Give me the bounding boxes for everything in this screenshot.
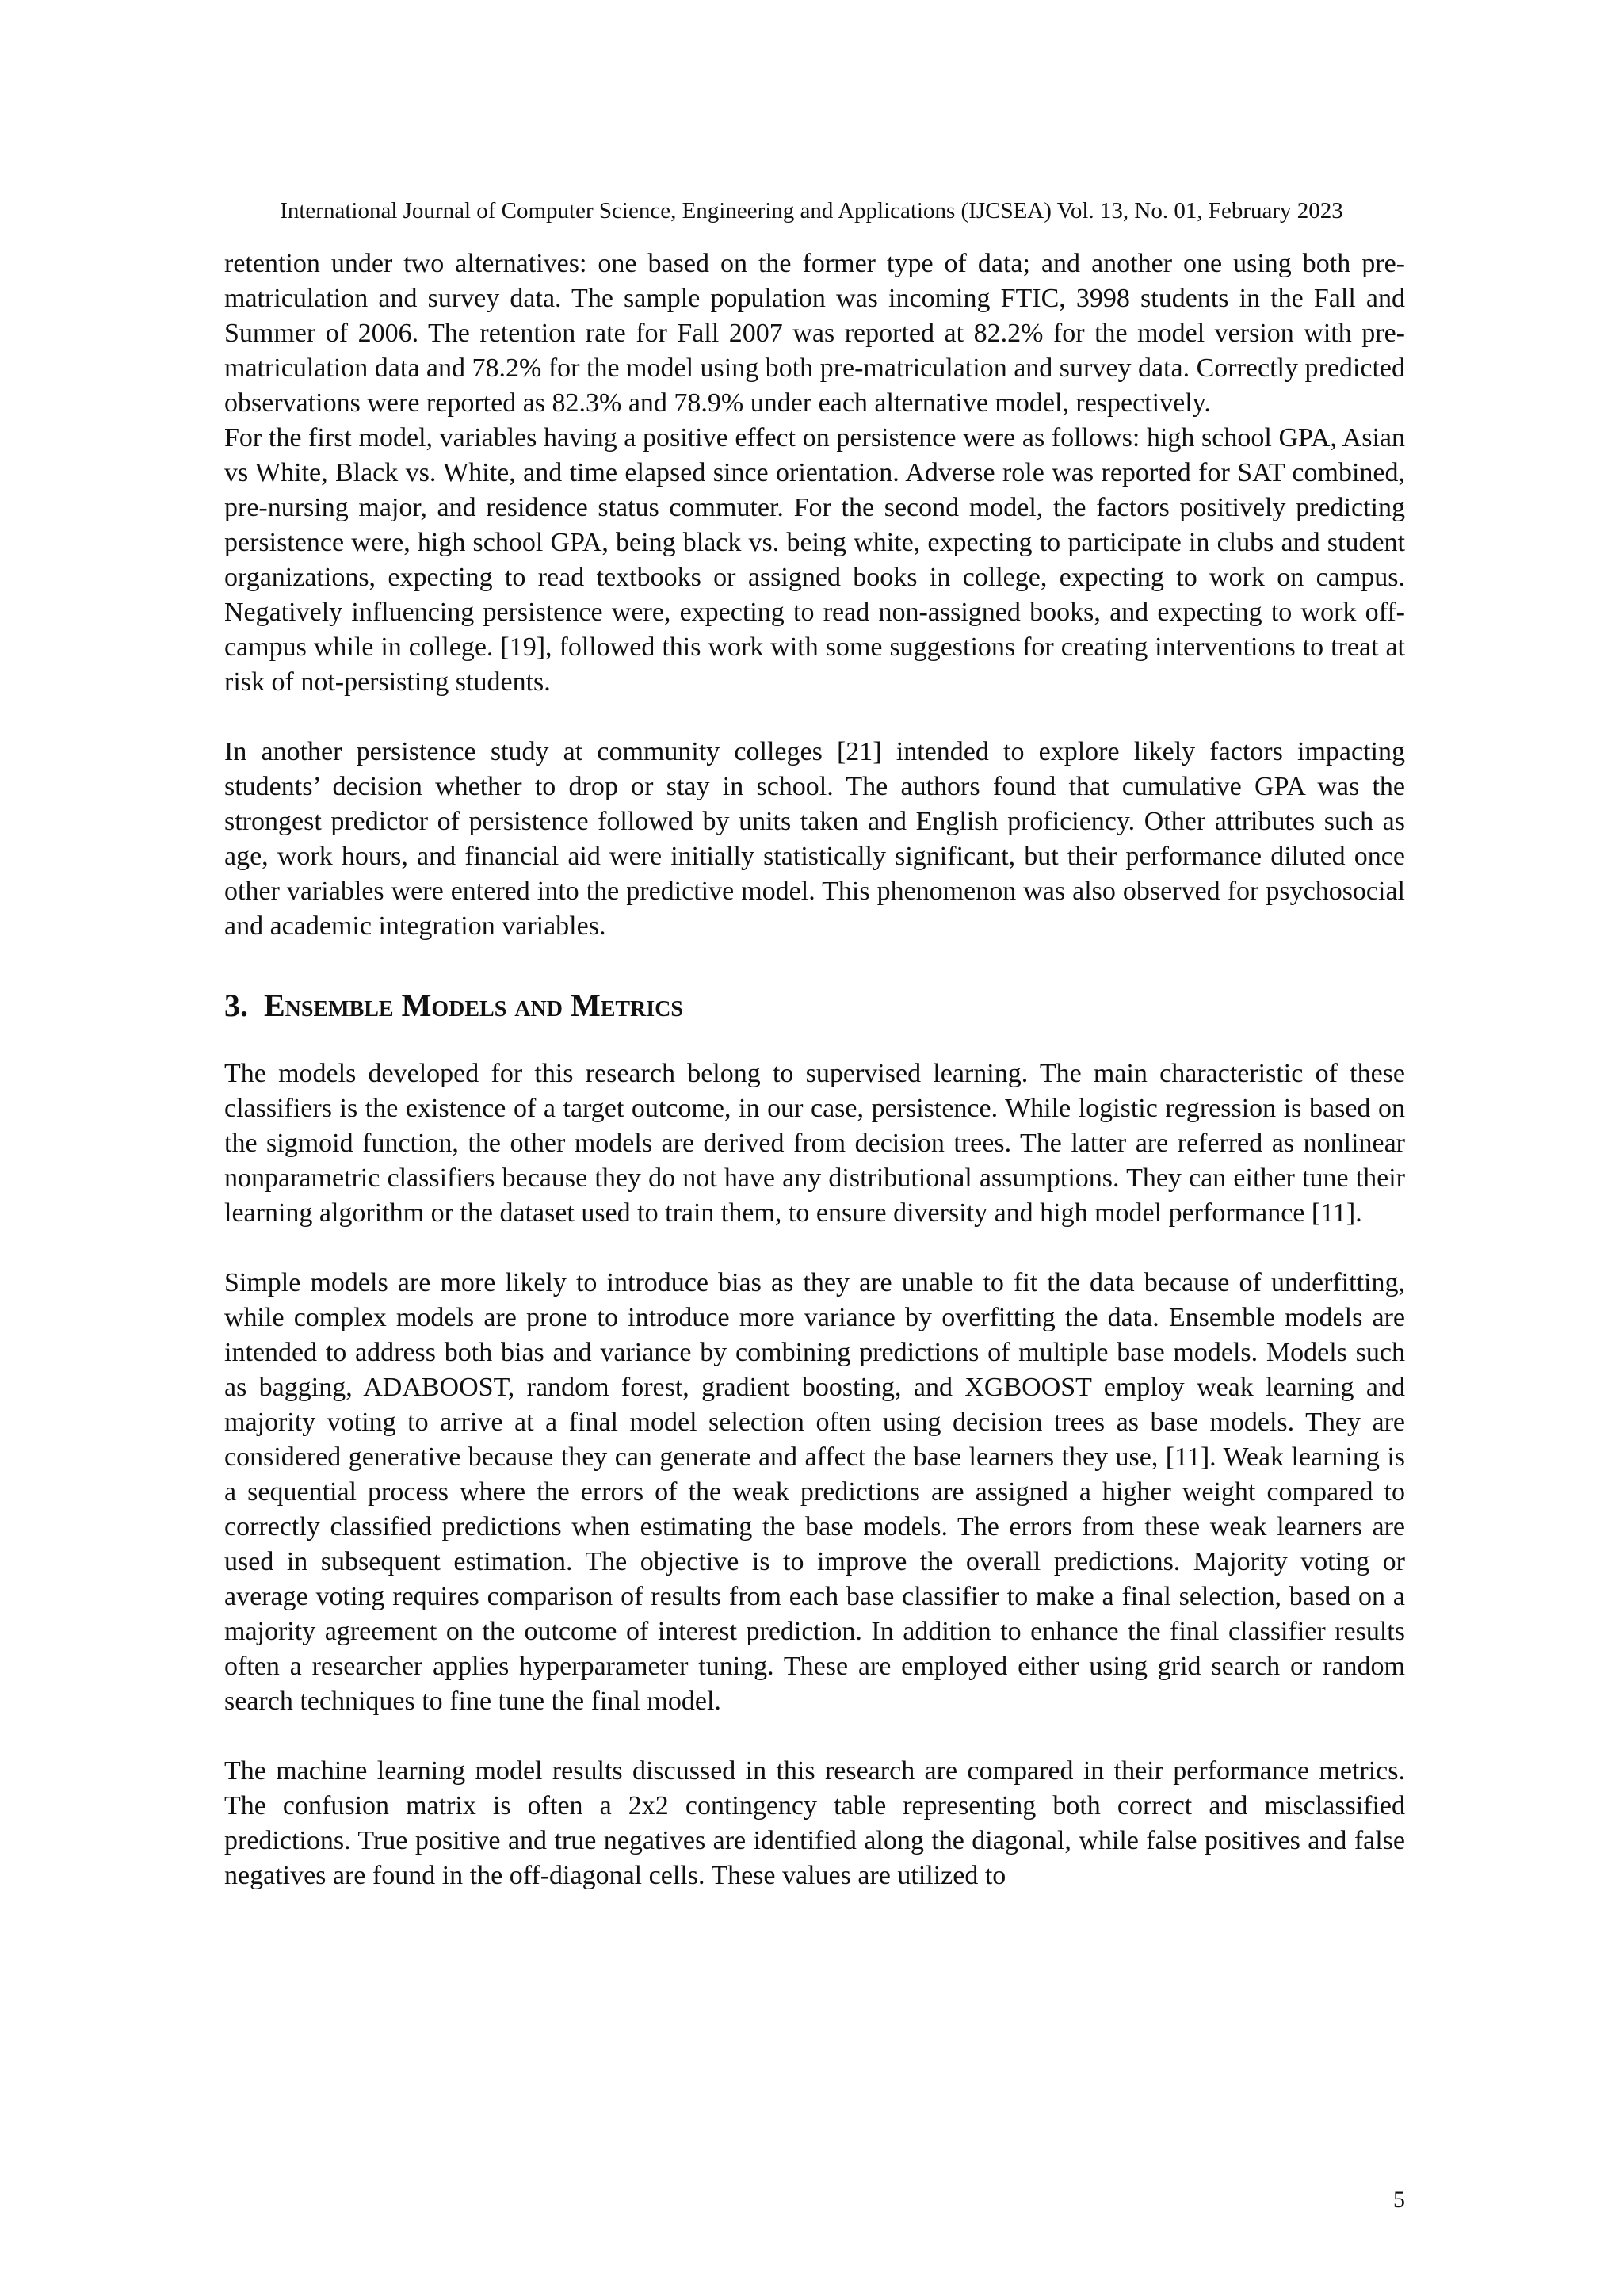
body-paragraph: In another persistence study at community colleges [21] intended to explore likely factors impacting students’ decision whether to drop or stay in school. The authors found that cumulative GPA was the strongest predictor of persistence followed by units taken and English proficiency. Other attributes such as age, work hours, and financial aid were initially statistically significant, but their performance diluted once other variables were entered into the predictive model. This phenomenon was also observed for psychosocial and academic integration variables. xyxy=(224,737,1405,941)
running-header: International Journal of Computer Science, Engineering and Applications (IJCSEA) Vol. 13, No. 01, February 2023 xyxy=(280,198,1343,223)
body-text xyxy=(224,246,1405,1893)
page-number: 5 xyxy=(1393,2187,1405,2213)
body-paragraph: retention under two alternatives: one based on the former type of data; and another one using both pre-matriculation and survey data. The sample population was incoming FTIC, 3998 students in the Fall and Summer of 2006. The retention rate for Fall 2007 was reported at 82.2% for the model version with pre-matriculation data and 78.2% for the model using both pre-matriculation and survey data. Correctly predicted observations were reported as 82.3% and 78.9% under each alternative model, respectively. xyxy=(224,249,1405,418)
section-heading xyxy=(224,987,1405,1025)
paragraph-spacer xyxy=(224,1719,1405,1754)
body-paragraph: For the first model, variables having a positive effect on persistence were as follows: high school GPA, Asian vs White, Black vs. White, and time elapsed since orientation. Adverse role was reported for SAT combined, pre-nursing major, and residence status commuter. For the second model, the factors positively predicting persistence were, high school GPA, being black vs. being white, expecting to participate in clubs and student organizations, expecting to read textbooks or assigned books in college, expecting to work on campus. Negatively influencing persistence were, expecting to read non-assigned books, and expecting to work off-campus while in college. [19], followed this work with some suggestions for creating interventions to treat at risk of not-persisting students. xyxy=(224,423,1405,697)
paragraph-spacer xyxy=(224,700,1405,735)
section-title: Ensemble Models and Metrics xyxy=(264,988,683,1023)
section-number: 3. xyxy=(224,988,248,1023)
body-paragraph: Simple models are more likely to introduce bias as they are unable to fit the data because of underfitting, while complex models are prone to introduce more variance by overfitting the data. Ensemble models are intended to address both bias and variance by combining predictions of multiple base models. Models such as bagging, ADABOOST, random forest, gradient boosting, and XGBOOST employ weak learning and majority voting to arrive at a final model selection often using decision trees as base models. They are considered generative because they can generate and affect the base learners they use, [11]. Weak learning is a sequential process where the errors of the weak predictions are assigned a higher weight compared to correctly classified predictions when estimating the base models. The errors from these weak learners are used in subsequent estimation. The objective is to improve the overall predictions. Majority voting or average voting requires comparison of results from each base classifier to make a final selection, based on a majority agreement on the outcome of interest prediction. In addition to enhance the final classifier results often a researcher applies hyperparameter tuning. These are employed either using grid search or random search techniques to fine tune the final model. xyxy=(224,1268,1405,1716)
body-paragraph: The models developed for this research belong to supervised learning. The main characteristic of these classifiers is the existence of a target outcome, in our case, persistence. While logistic regression is based on the sigmoid function, the other models are derived from decision trees. The latter are referred as nonlinear nonparametric classifiers because they do not have any distributional assumptions. They can either tune their learning algorithm or the dataset used to train them, to ensure diversity and high model performance [11]. xyxy=(224,1059,1405,1228)
paragraph-spacer xyxy=(224,1231,1405,1266)
body-paragraph: The machine learning model results discussed in this research are compared in their performance metrics. The confusion matrix is often a 2x2 contingency table representing both correct and misclassified predictions. True positive and true negatives are identified along the diagonal, while false positives and false negatives are found in the off-diagonal cells. These values are utilized to xyxy=(224,1756,1405,1890)
